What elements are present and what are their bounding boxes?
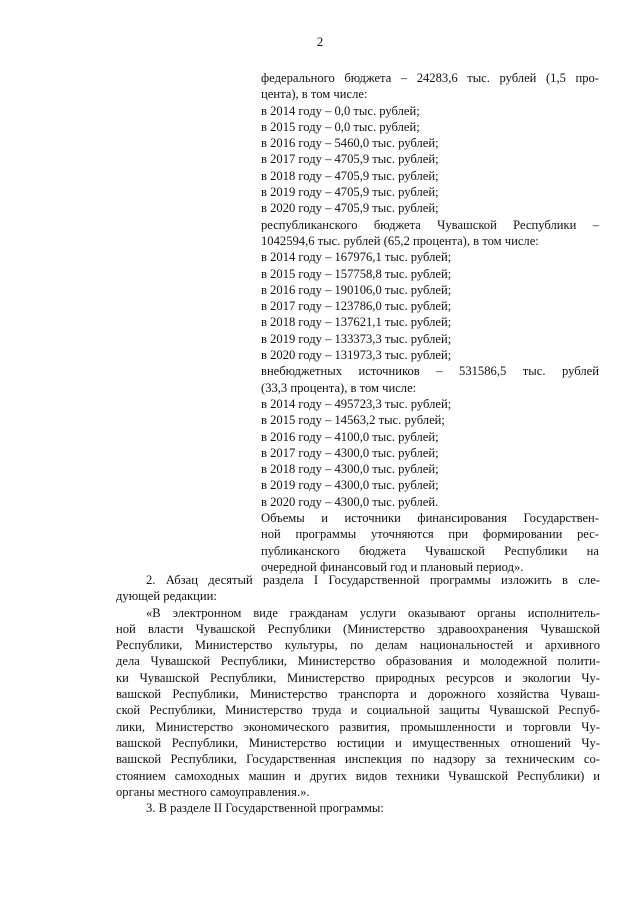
text-line: в 2017 году – 123786,0 тыс. рублей;	[261, 299, 452, 314]
text-line: в 2016 году – 5460,0 тыс. рублей;	[261, 136, 439, 151]
text-line: в 2020 году – 4705,9 тыс. рублей;	[261, 201, 439, 216]
page-number: 2	[316, 34, 324, 49]
text-line: стоянием самоходных машин и других видов техники Чувашской Республики) и	[116, 768, 600, 783]
passport-financing-block	[261, 70, 599, 575]
text-line: в 2015 году – 0,0 тыс. рублей;	[261, 119, 420, 134]
text-line: органы местного самоуправления.».	[116, 784, 310, 799]
text-line: республиканского бюджета Чувашской Республики –	[261, 217, 599, 232]
text-line: дела Чувашской Республики, Министерство образования и молодежной полити-	[116, 654, 600, 669]
text-line: в 2016 году – 4100,0 тыс. рублей;	[261, 429, 439, 444]
text-line: дующей редакции:	[116, 589, 217, 604]
text-line: в 2020 году – 4300,0 тыс. рублей.	[261, 494, 439, 509]
text-line: в 2014 году – 0,0 тыс. рублей;	[261, 103, 420, 118]
text-line: внебюджетных источников – 531586,5 тыс. рублей	[261, 364, 599, 379]
text-line: в 2014 году – 167976,1 тыс. рублей;	[261, 250, 452, 265]
text-line: вашской Республики, Министерство юстиции и имущественных отношений Чу-	[116, 735, 600, 750]
text-line: в 2019 году – 4300,0 тыс. рублей;	[261, 478, 439, 493]
text-line: в 2018 году – 4300,0 тыс. рублей;	[261, 462, 439, 477]
text-line: в 2015 году – 157758,8 тыс. рублей;	[261, 266, 452, 281]
text-line: в 2019 году – 133373,3 тыс. рублей;	[261, 331, 452, 346]
text-line: в 2019 году – 4705,9 тыс. рублей;	[261, 185, 439, 200]
amendment-text-block	[116, 572, 600, 816]
text-line: 3. В разделе II Государственной программы:	[146, 801, 384, 816]
text-line: Объемы и источники финансирования Государствен-	[261, 511, 599, 526]
text-line: цента), в том числе:	[261, 87, 368, 102]
text-line: в 2014 году – 495723,3 тыс. рублей;	[261, 396, 452, 411]
text-line: в 2017 году – 4300,0 тыс. рублей;	[261, 445, 439, 460]
text-line: очередной финансовый год и плановый период».	[261, 559, 524, 574]
text-line: вашской Республики, Государственная инспекция по надзору за техническим со-	[116, 752, 600, 767]
text-line: федерального бюджета – 24283,6 тыс. рублей (1,5 про-	[261, 71, 599, 85]
text-line: «В электронном виде гражданам услуги оказывают органы исполнитель-	[146, 605, 600, 620]
text-line: лики, Министерство экономического развития, промышленности и торговли Чу-	[116, 719, 600, 734]
text-line: в 2018 году – 137621,1 тыс. рублей;	[261, 315, 452, 330]
text-line: 1042594,6 тыс. рублей (65,2 процента), в том числе:	[261, 233, 539, 248]
text-line: (33,3 процента), в том числе:	[261, 380, 417, 395]
text-line: вашской Республики, Министерство транспорта и дорожного хозяйства Чуваш-	[116, 687, 600, 702]
text-line: в 2018 году – 4705,9 тыс. рублей;	[261, 168, 439, 183]
text-line: ки Чувашской Республики, Министерство природных ресурсов и экологии Чу-	[116, 670, 600, 685]
text-line: в 2020 году – 131973,3 тыс. рублей;	[261, 348, 452, 363]
text-line: 2. Абзац десятый раздела I Государственной программы изложить в сле-	[146, 573, 600, 587]
text-line: в 2016 году – 190106,0 тыс. рублей;	[261, 282, 452, 297]
text-line: Республики, Министерство культуры, по делам национальностей и архивного	[116, 638, 600, 653]
text-line: в 2017 году – 4705,9 тыс. рублей;	[261, 152, 439, 167]
text-line: ной власти Чувашской Республики (Министерство здравоохранения Чувашской	[116, 621, 600, 636]
text-line: в 2015 году – 14563,2 тыс. рублей;	[261, 413, 445, 428]
text-line: публиканского бюджета Чувашской Республики на	[261, 543, 599, 558]
text-line: ской Республики, Министерство труда и социальной защиты Чувашской Респуб-	[116, 703, 600, 718]
text-line: ной программы уточняются при формировании рес-	[261, 527, 599, 542]
